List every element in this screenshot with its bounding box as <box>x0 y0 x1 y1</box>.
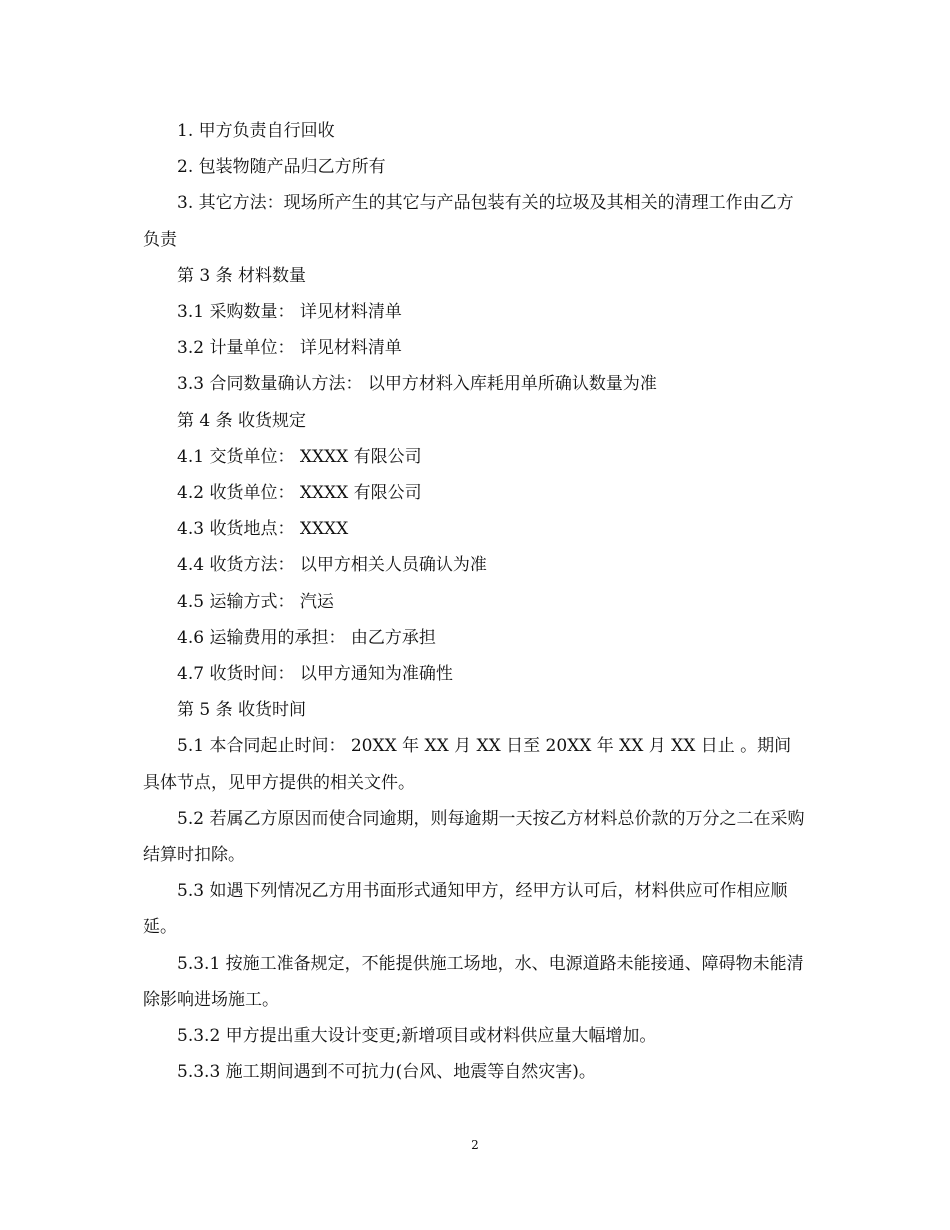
paragraph-5-1: 5.1 本合同起止时间： 20XX 年 XX 月 XX 日至 20XX 年 XX 月 XX 日止 。期间具体节点，见甲方提供的相关文件。 <box>143 736 792 793</box>
paragraph-recycle-by-party-a: 1. 甲方负责自行回收 <box>177 121 335 141</box>
paragraph-4-6: 4.6 运输费用的承担： 由乙方承担 <box>177 627 436 648</box>
section-heading-article-5: 第 5 条 收货时间 <box>177 700 307 721</box>
document-body <box>143 113 808 1090</box>
paragraph-5-3: 5.3 如遇下列情况乙方用书面形式通知甲方，经甲方认可后，材料供应可作相应顺延。 <box>143 881 788 938</box>
paragraph-4-7: 4.7 收货时间： 以甲方通知为准确性 <box>177 664 453 685</box>
paragraph-3-1: 3.1 采购数量： 详见材料清单 <box>177 302 402 323</box>
paragraph-4-5: 4.5 运输方式： 汽运 <box>177 591 334 612</box>
paragraph-5-2: 5.2 若属乙方原因而使合同逾期，则每逾期一天按乙方材料总价款的万分之二在采购结算时扣除。 <box>143 808 805 866</box>
paragraph-other-methods: 3. 其它方法：现场所产生的其它与产品包装有关的垃圾及其相关的清理工作由乙方负责 <box>143 193 794 250</box>
paragraph-3-2: 3.2 计量单位： 详见材料清单 <box>177 338 402 359</box>
paragraph-5-3-2: 5.3.2 甲方提出重大设计变更;新增项目或材料供应量大幅增加。 <box>177 1026 657 1047</box>
paragraph-5-3-3: 5.3.3 施工期间遇到不可抗力(台风、地震等自然灾害)。 <box>177 1062 596 1083</box>
page-number: 2 <box>471 1138 479 1152</box>
paragraph-packaging-ownership: 2. 包装物随产品归乙方所有 <box>177 157 386 178</box>
paragraph-4-3: 4.3 收货地点： XXXX <box>177 519 349 540</box>
section-heading-article-3: 第 3 条 材料数量 <box>177 265 307 286</box>
paragraph-4-4: 4.4 收货方法： 以甲方相关人员确认为准 <box>177 555 487 576</box>
paragraph-3-3: 3.3 合同数量确认方法： 以甲方材料入库耗用单所确认数量为准 <box>177 374 657 395</box>
paragraph-4-1: 4.1 交货单位： XXXX 有限公司 <box>177 446 422 467</box>
paragraph-4-2: 4.2 收货单位： XXXX 有限公司 <box>177 483 422 504</box>
section-heading-article-4: 第 4 条 收货规定 <box>177 410 307 431</box>
paragraph-5-3-1: 5.3.1 按施工准备规定，不能提供施工场地，水、电源道路未能接通、障碍物未能清除影响进场施工。 <box>143 953 804 1010</box>
